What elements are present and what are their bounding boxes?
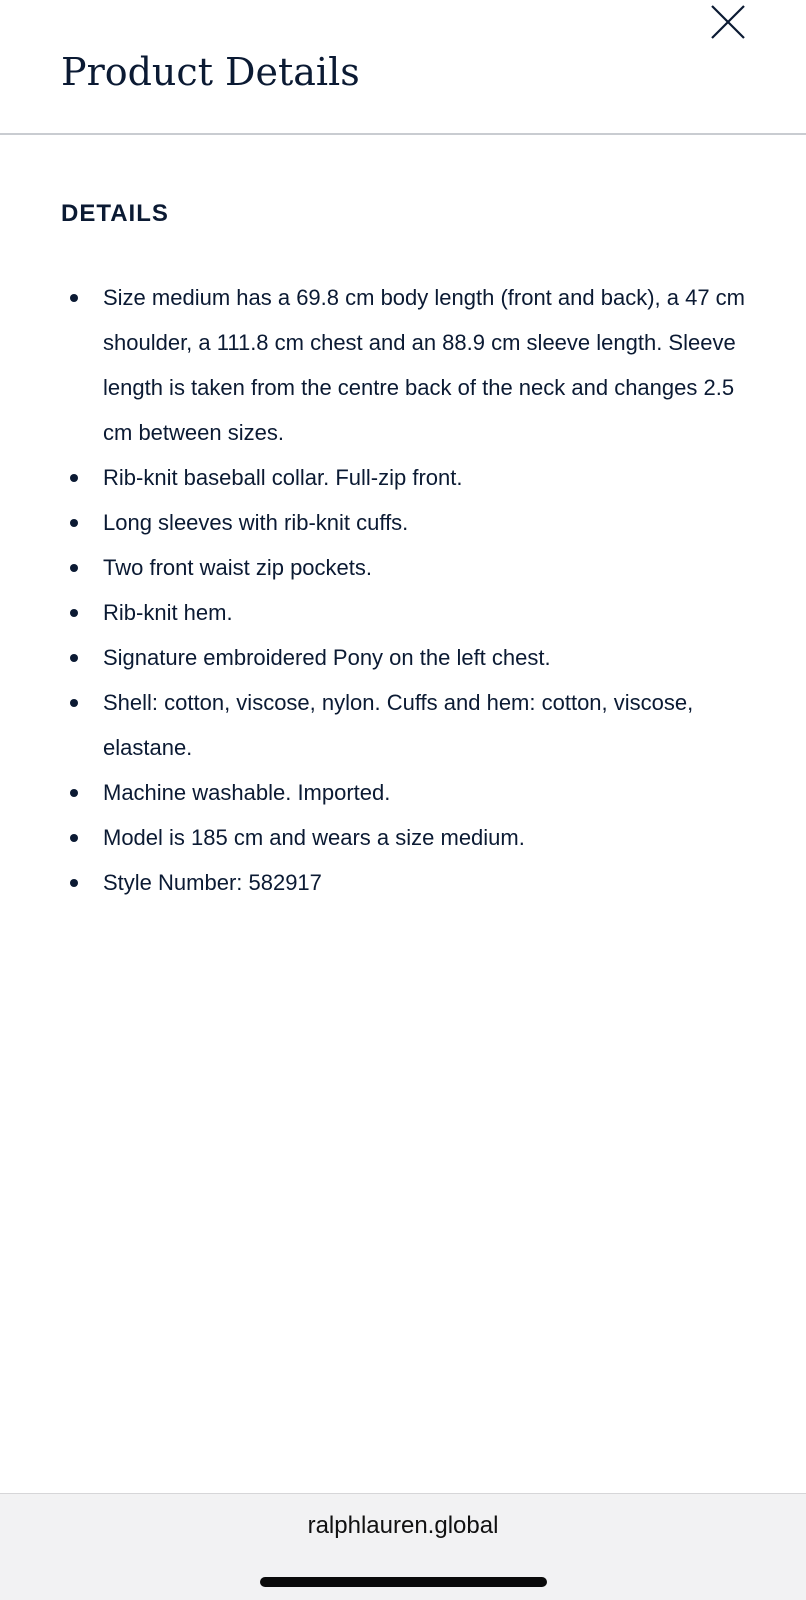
bullet (70, 564, 78, 572)
list-item (61, 590, 761, 635)
header-divider (0, 133, 806, 135)
list-item-text: Two front waist zip pockets. (103, 555, 372, 580)
list-item (61, 455, 761, 500)
list-item-text: Signature embroidered Pony on the left chest. (103, 645, 551, 670)
list-item-text: Rib-knit hem. (103, 600, 233, 625)
list-item (61, 680, 761, 770)
section-heading-details: DETAILS (61, 200, 169, 227)
list-item (61, 770, 761, 815)
list-item-text: Size medium has a 69.8 cm body length (front and back), a 47 cm shoulder, a 111.8 cm chest and an 88.9 cm sleeve length. Sleeve length is taken from the centre back of the neck and changes 2.5 cm between sizes. (103, 285, 745, 445)
bullet (70, 699, 78, 707)
bullet (70, 879, 78, 887)
bullet (70, 834, 78, 842)
list-item-text: Machine washable. Imported. (103, 780, 391, 805)
list-item-text: Long sleeves with rib-knit cuffs. (103, 510, 409, 535)
bullet (70, 294, 78, 302)
bullet (70, 519, 78, 527)
bullet (70, 474, 78, 482)
list-item-text: Style Number: 582917 (103, 870, 322, 895)
details-list (61, 275, 761, 905)
close-icon (708, 2, 748, 42)
address-bar-url[interactable]: ralphlauren.global (307, 1512, 499, 1539)
list-item (61, 860, 761, 905)
browser-bottom-bar (0, 1493, 806, 1600)
list-item-text: Rib-knit baseball collar. Full-zip front. (103, 465, 463, 490)
home-indicator[interactable] (260, 1577, 547, 1587)
list-item (61, 815, 761, 860)
bullet (70, 654, 78, 662)
page-title: Product Details (61, 50, 360, 94)
bullet (70, 789, 78, 797)
close-button[interactable] (708, 2, 748, 42)
list-item-text: Shell: cotton, viscose, nylon. Cuffs and hem: cotton, viscose, elastane. (103, 690, 694, 760)
list-item-text: Model is 185 cm and wears a size medium. (103, 825, 525, 850)
list-item (61, 275, 761, 455)
list-item (61, 500, 761, 545)
list-item (61, 635, 761, 680)
bullet (70, 609, 78, 617)
list-item (61, 545, 761, 590)
